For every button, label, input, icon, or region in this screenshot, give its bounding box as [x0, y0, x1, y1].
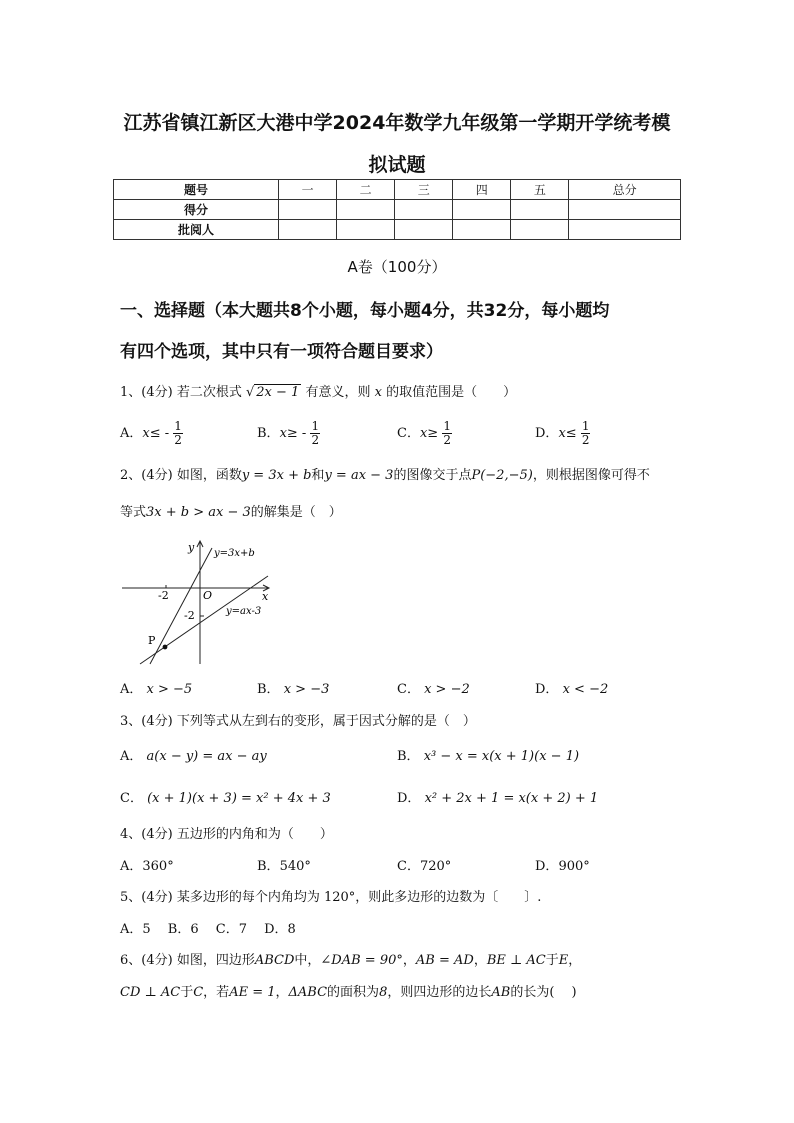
- q6-ae: AE = 1: [229, 985, 276, 1000]
- q6-perp2: CD ⊥ AC: [120, 985, 181, 1000]
- fraction-denominator: 2: [174, 433, 182, 447]
- question-2-line-1: [120, 464, 650, 483]
- q1-option-c: [397, 420, 452, 447]
- option-letter: B．: [257, 859, 280, 874]
- option-expr: x≤ -: [142, 426, 170, 441]
- q4-option-a: [120, 855, 174, 874]
- question-1: [120, 381, 516, 400]
- section-a-heading: A卷（100分）: [347, 258, 447, 276]
- q2-line1-pre: 2、(4分) 如图，函数: [120, 468, 242, 483]
- option-letter: C．: [397, 426, 420, 441]
- fraction: [581, 420, 591, 447]
- option-letter: B．: [257, 426, 280, 441]
- line-2-label: y=ax-3: [226, 606, 262, 617]
- fraction: [310, 420, 320, 447]
- q1-pre: 1、(4分) 若二次根式: [120, 385, 242, 400]
- q6-mid4: ，则四边形的边长: [387, 985, 492, 1000]
- q1-var: x: [374, 385, 382, 400]
- option-letter: A．: [120, 749, 143, 764]
- point-p: [163, 645, 168, 650]
- fraction-numerator: 1: [443, 419, 451, 433]
- y-tick-label: -2: [184, 609, 195, 622]
- q3-option-c: [120, 787, 331, 806]
- point-p-label: P: [148, 634, 156, 647]
- score-table-header-row: [114, 180, 681, 200]
- section-1-heading-line-2: 有四个选项，其中只有一项符合题目要求）: [120, 342, 443, 362]
- q3-option-b: [397, 745, 579, 764]
- score-table: [113, 179, 681, 240]
- section-1-heading-line-1: 一、选择题（本大题共8个小题，每小题4分，共32分，每小题均: [120, 301, 610, 321]
- q6-at: 于: [180, 985, 194, 1000]
- title-line-2: 拟试题: [368, 154, 426, 176]
- q2-option-b: [257, 678, 329, 697]
- option-letter: B．: [257, 682, 280, 697]
- q1-option-a: [120, 420, 183, 447]
- fraction-numerator: 1: [174, 419, 182, 433]
- score-cell: [279, 220, 337, 240]
- score-cell: [395, 220, 453, 240]
- fraction: [173, 420, 183, 447]
- option-letter: C．: [397, 859, 420, 874]
- q6-area: 8: [379, 985, 388, 1000]
- q6-quad: ABCD: [254, 953, 295, 968]
- grader-row: [114, 220, 681, 240]
- q1-option-b: [257, 420, 320, 447]
- fraction: [442, 420, 452, 447]
- q1-option-d: [535, 420, 590, 447]
- option-letter: A．: [120, 859, 143, 874]
- q6-sep: ，: [402, 953, 416, 968]
- question-4: 4、(4分) 五边形的内角和为（ ）: [120, 827, 333, 842]
- q2-option-d: [535, 678, 608, 697]
- q6-pre: 6、(4分) 如图，四边形: [120, 953, 255, 968]
- q2-function-1: y = 3x + b: [241, 468, 312, 483]
- question-6-line-2: [120, 981, 577, 1000]
- score-header-cell: 三: [395, 180, 453, 200]
- line-y-3x-b: [150, 548, 212, 664]
- option-expr: x > −2: [424, 682, 470, 697]
- option-letter: D．: [535, 859, 559, 874]
- fraction-denominator: 2: [581, 433, 590, 447]
- q6-mid1: 中，: [294, 953, 321, 968]
- option-letter: B．: [397, 749, 420, 764]
- score-cell: [569, 220, 681, 240]
- q2-line2-pre: 等式: [120, 505, 147, 520]
- question-6-line-1: [120, 949, 581, 968]
- score-header-cell: 二: [337, 180, 395, 200]
- q6-mid3: 的面积为: [327, 985, 380, 1000]
- score-cell: [453, 200, 511, 220]
- q1-post: 的取值范围是（ ）: [386, 385, 517, 400]
- x-tick-label: -2: [158, 589, 169, 602]
- q2-point: P(−2,−5): [471, 468, 533, 483]
- q6-sep: ，: [275, 985, 289, 1000]
- q6-mid2: ，若: [203, 985, 230, 1000]
- q4-option-b: [257, 855, 311, 874]
- x-axis-label: x: [262, 590, 269, 603]
- option-letter: C．: [397, 682, 420, 697]
- option-expr: x < −2: [562, 682, 609, 697]
- q6-e: E: [558, 953, 569, 968]
- option-expr: x² + 2x + 1 = x(x + 2) + 1: [424, 791, 599, 806]
- q2-line1-post: ，则根据图像可得不: [532, 468, 650, 483]
- q6-end: 的长为( ): [510, 985, 577, 1000]
- score-cell: [395, 200, 453, 220]
- q6-eq1: AB = AD: [415, 953, 474, 968]
- score-header-cell: 总分: [569, 180, 681, 200]
- title-line-1: 江苏省镇江新区大港中学2024年数学九年级第一学期开学统考模: [123, 112, 671, 134]
- option-expr: a(x − y) = ax − ay: [146, 749, 267, 764]
- score-cell: [337, 200, 395, 220]
- option-expr: 900°: [558, 859, 590, 874]
- question-5: 5、(4分) 某多边形的每个内角均为 120°，则此多边形的边数为〔 〕.: [120, 890, 542, 905]
- option-letter: D．: [535, 426, 559, 441]
- option-expr: x≥: [419, 426, 439, 441]
- score-row: [114, 200, 681, 220]
- q6-perp1: BE ⊥ AC: [486, 953, 546, 968]
- option-letter: A．: [120, 682, 143, 697]
- option-expr: 540°: [279, 859, 311, 874]
- option-expr: x≥ -: [279, 426, 307, 441]
- q2-option-c: [397, 678, 470, 697]
- q6-c: C: [193, 985, 204, 1000]
- q4-option-c: [397, 855, 451, 874]
- score-header-cell: 五: [511, 180, 569, 200]
- q6-angle: ∠DAB = 90°: [320, 953, 403, 968]
- question-3: 3、(4分) 下列等式从左到右的变形，属于因式分解的是（ ）: [120, 714, 476, 729]
- q2-inequality: 3x + b > ax − 3: [146, 505, 251, 520]
- score-cell: [511, 200, 569, 220]
- q2-function-graph: [118, 536, 278, 668]
- q5-options: A．5 B．6 C．7 D．8: [120, 922, 296, 937]
- option-letter: A．: [120, 426, 143, 441]
- q6-at: 于: [545, 953, 559, 968]
- option-letter: D．: [535, 682, 559, 697]
- score-header-cell: 一: [279, 180, 337, 200]
- option-expr: x > −3: [283, 682, 330, 697]
- fraction-denominator: 2: [443, 433, 451, 447]
- q6-sep: ，: [568, 953, 582, 968]
- option-expr: (x + 1)(x + 3) = x² + 4x + 3: [147, 791, 331, 806]
- q6-ab: AB: [491, 985, 511, 1000]
- option-expr: 720°: [419, 859, 452, 874]
- sqrt-sign: √: [245, 385, 255, 400]
- score-header-cell: 四: [453, 180, 511, 200]
- q2-line1-mid: 的图像交于点: [393, 468, 472, 483]
- grader-row-label: 批阅人: [114, 220, 279, 240]
- option-expr: x³ − x = x(x + 1)(x − 1): [423, 749, 580, 764]
- score-cell: [569, 200, 681, 220]
- score-row-label: 得分: [114, 200, 279, 220]
- score-header-cell: 题号: [114, 180, 279, 200]
- q2-option-a: [120, 678, 192, 697]
- origin-label: O: [203, 589, 213, 602]
- score-cell: [279, 200, 337, 220]
- q3-option-a: [120, 745, 267, 764]
- option-expr: 360°: [142, 859, 174, 874]
- option-expr: x≤: [558, 426, 577, 441]
- y-axis-label: y: [188, 541, 195, 554]
- q1-mid: 有意义，则: [305, 385, 371, 400]
- question-2-line-2: [120, 501, 342, 520]
- q6-sep: ，: [473, 953, 487, 968]
- option-letter: C．: [120, 791, 143, 806]
- q2-and: 和: [311, 468, 325, 483]
- score-cell: [511, 220, 569, 240]
- option-letter: D．: [397, 791, 421, 806]
- score-cell: [337, 220, 395, 240]
- line-1-label: y=3x+b: [214, 548, 255, 559]
- score-cell: [453, 220, 511, 240]
- q3-option-d: [397, 787, 598, 806]
- q2-line2-post: 的解集是（ ）: [250, 505, 342, 520]
- option-expr: x > −5: [146, 682, 193, 697]
- q4-option-d: [535, 855, 590, 874]
- q1-radicand: 2x − 1: [256, 385, 300, 400]
- fraction-numerator: 1: [311, 419, 320, 433]
- fraction-denominator: 2: [311, 433, 320, 447]
- q2-function-2: y = ax − 3: [324, 468, 394, 483]
- fraction-numerator: 1: [581, 419, 590, 433]
- q6-triangle: ΔABC: [288, 985, 328, 1000]
